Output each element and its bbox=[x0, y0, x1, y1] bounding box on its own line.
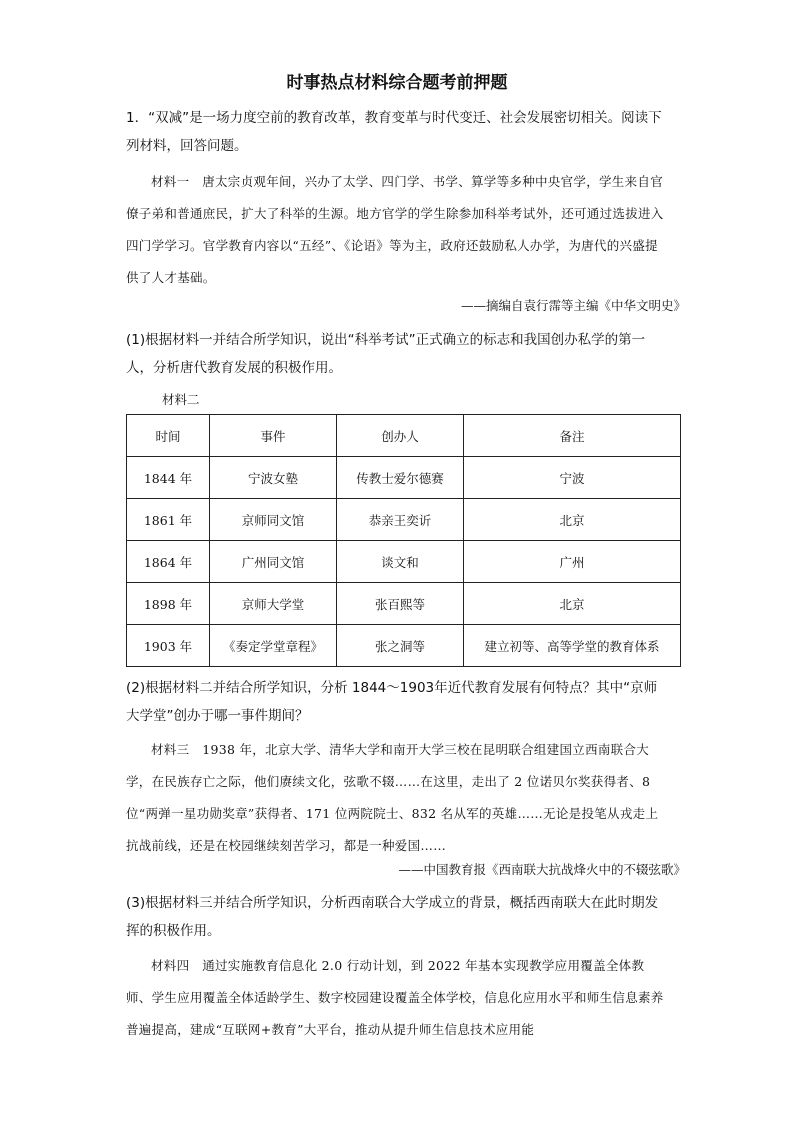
material-three-source: ——中国教育报《西南联大抗战烽火中的不辍弦歌》 bbox=[398, 862, 686, 877]
table-row bbox=[127, 541, 681, 583]
material-two-label: 材料二 bbox=[162, 392, 200, 407]
cell-founder: 张百熙等 bbox=[337, 583, 464, 625]
cell-event: 宁波女塾 bbox=[210, 457, 337, 499]
cell-note: 建立初等、高等学堂的教育体系 bbox=[464, 625, 681, 667]
sub-question-2: (2)根据材料二并结合所学知识，分析 1844～1903年近代教育发展有何特点？其中“京师大学堂”创办于哪一事件期间？ bbox=[126, 680, 658, 724]
page-title: 时事热点材料综合题考前押题 bbox=[286, 73, 508, 93]
cell-founder: 张之洞等 bbox=[337, 625, 464, 667]
cell-time: 1861 年 bbox=[127, 499, 210, 541]
cell-time: 1844 年 bbox=[127, 457, 210, 499]
cell-event: 京师大学堂 bbox=[210, 583, 337, 625]
table-header-row bbox=[127, 415, 681, 457]
education-events-table bbox=[126, 414, 681, 667]
header-time: 时间 bbox=[127, 415, 210, 457]
material-three-text: 材料三 1938 年，北京大学、清华大学和南开大学三校在昆明联合组建国立西南联合大学，在民族存亡之际，他们赓续文化，弦歌不辍……在这里，走出了 2 位诺贝尔奖获得者、8 位“两弹一星功勋奖章”获得者、171 位两院院士、832 名从军的英雄……无论是投笔从戎走上抗战前线，还是在校园继续刻苦学习，都是一种爱国…… bbox=[126, 742, 659, 853]
cell-event: 《奏定学堂章程》 bbox=[210, 625, 337, 667]
header-event: 事件 bbox=[210, 415, 337, 457]
cell-time: 1898 年 bbox=[127, 583, 210, 625]
cell-time: 1864 年 bbox=[127, 541, 210, 583]
cell-founder: 谈文和 bbox=[337, 541, 464, 583]
table-row bbox=[127, 625, 681, 667]
cell-founder: 恭亲王奕䜣 bbox=[337, 499, 464, 541]
material-one-source: ——摘编自袁行霈等主编《中华文明史》 bbox=[460, 298, 686, 313]
material-one-text: 材料一 唐太宗贞观年间，兴办了太学、四门学、书学、算学等多种中央官学，学生来自官僚子弟和普通庶民，扩大了科举的生源。地方官学的学生除参加科举考试外，还可通过选拔进入四门学学习。官学教育内容以“五经”、《论语》等为主，政府还鼓励私人办学，为唐代的兴盛提供了人才基础。 bbox=[126, 174, 664, 285]
question-stem: 1．“双减”是一场力度空前的教育改革，教育变革与时代变迁、社会发展密切相关。阅读下列材料，回答问题。 bbox=[126, 110, 662, 154]
table-row bbox=[127, 583, 681, 625]
cell-event: 广州同文馆 bbox=[210, 541, 337, 583]
material-four-text: 材料四 通过实施教育信息化 2.0 行动计划，到 2022 年基本实现教学应用覆盖全体教师、学生应用覆盖全体适龄学生、数字校园建设覆盖全体学校，信息化应用水平和师生信息素养普遍提高，建成“互联网+教育”大平台，推动从提升师生信息技术应用能 bbox=[126, 958, 664, 1037]
cell-note: 北京 bbox=[464, 583, 681, 625]
cell-founder: 传教士爱尔德赛 bbox=[337, 457, 464, 499]
cell-note: 北京 bbox=[464, 499, 681, 541]
cell-note: 广州 bbox=[464, 541, 681, 583]
cell-note: 宁波 bbox=[464, 457, 681, 499]
sub-question-1: (1)根据材料一并结合所学知识，说出“科举考试”正式确立的标志和我国创办私学的第一人，分析唐代教育发展的积极作用。 bbox=[126, 332, 646, 376]
table-row bbox=[127, 499, 681, 541]
header-note: 备注 bbox=[464, 415, 681, 457]
table-row bbox=[127, 457, 681, 499]
sub-question-3: (3)根据材料三并结合所学知识，分析西南联合大学成立的背景，概括西南联大在此时期发挥的积极作用。 bbox=[126, 895, 659, 939]
cell-time: 1903 年 bbox=[127, 625, 210, 667]
cell-event: 京师同文馆 bbox=[210, 499, 337, 541]
header-founder: 创办人 bbox=[337, 415, 464, 457]
